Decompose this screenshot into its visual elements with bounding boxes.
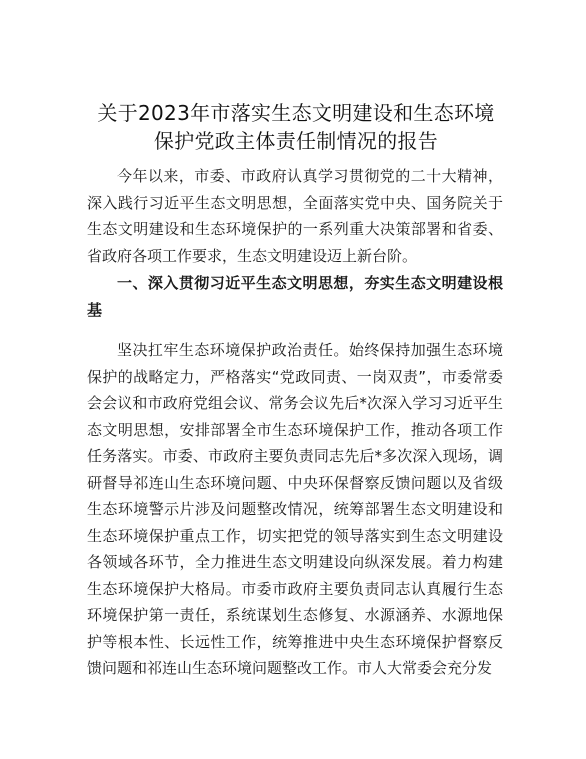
paragraph-body: 坚决扛牢生态环境保护政治责任。始终保持加强生态环境保护的战略定力，严格落实“党政同责、一岗双责”，市委常委会会议和市政府党组会议、常务会议先后*次深入学习习近平生态文明思想，安排部署全市生态环境保护工作，推动各项工作任务落实。市委、市政府主要负责同志先后*多次深入现场，调研督导祁连山生态环境问题、中央环保督察反馈问题以及省级生态环境警示片涉及问题整改情况，统筹部署生态文明建设和生态环境保护重点工作，切实把党的领导落实到生态文明建设各领域各环节，全力推进生态文明建设向纵深发展。着力构建生态环境保护大格局。市委市政府主要负责同志认真履行生态环境保护第一责任，系统谋划生态修复、水源涵养、水源地保护等根本性、长远性工作，统筹推进中央生态环境保护督察反馈问题和祁连山生态环境问题整改工作。市人大常委会充分发	[87, 341, 503, 677]
paragraph-intro: 今年以来，市委、市政府认真学习贯彻党的二十大精神，深入践行习近平生态文明思想，全面落实党中央、国务院关于生态文明建设和生态环境保护的一系列重大决策部署和省委、省政府各项工作要求，生态文明建设迈上新台阶。	[87, 167, 503, 265]
section-heading: 一、深入贯彻习近平生态文明思想，夯实生态文明建设根基	[87, 274, 503, 319]
document-title: 关于2023年市落实生态文明建设和生态环境保护党政主体责任制情况的报告	[97, 101, 495, 153]
document-body	[87, 163, 503, 682]
